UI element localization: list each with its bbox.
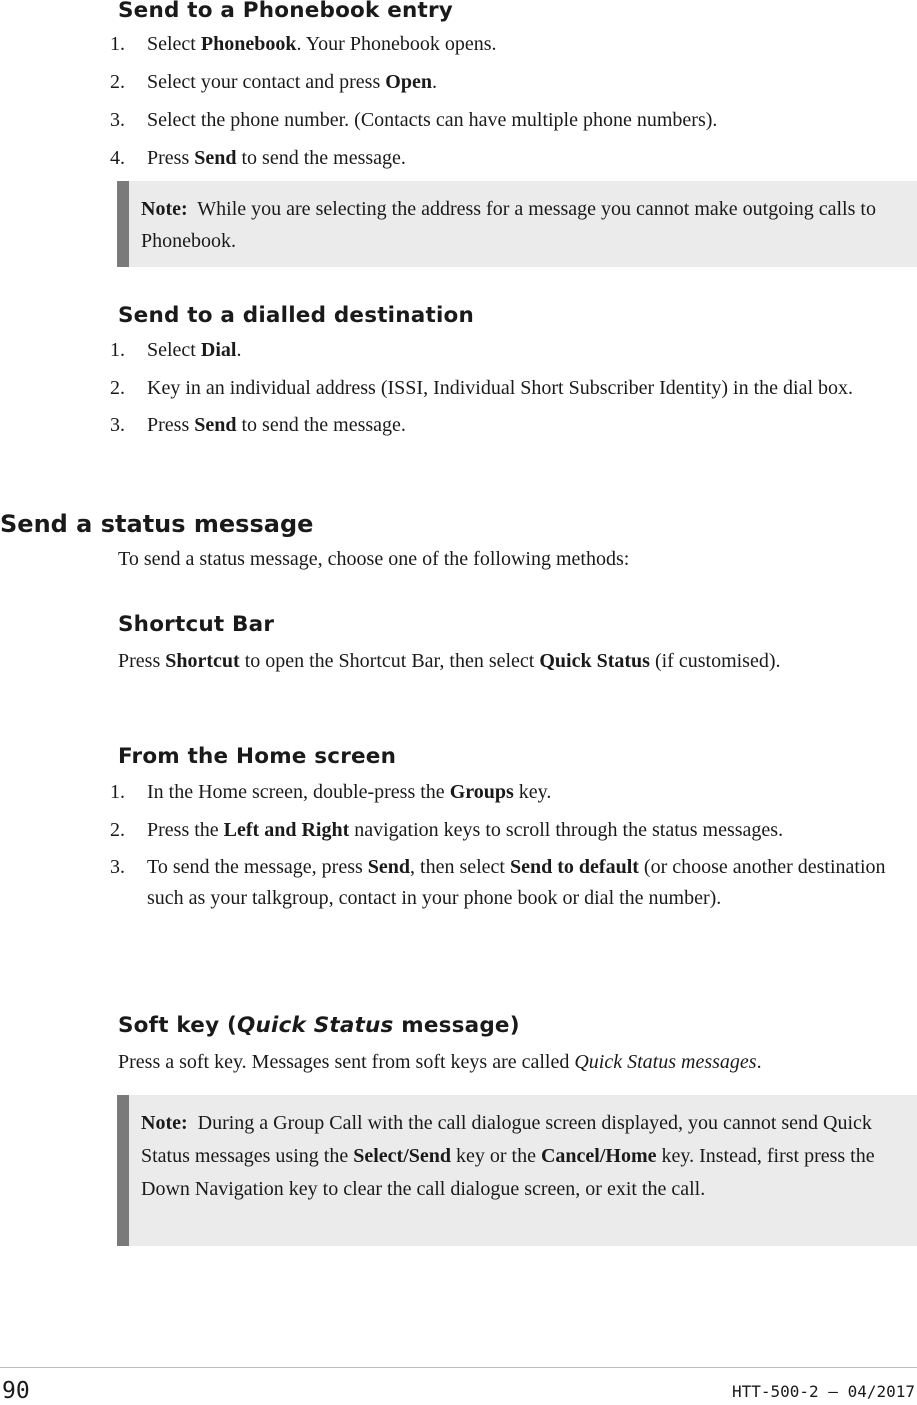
list-item: 3. Press Send to send the message. [110,414,406,436]
shortcut-text: Press Shortcut to open the Shortcut Bar, then select Quick Status (if customised). [118,650,781,672]
note-text: While you are selecting the address for a message you cannot make outgoing calls to Phonebook. [141,198,876,252]
page-number: 90 [2,1378,30,1404]
list-item: 2. Press the Left and Right navigation keys to scroll through the status messages. [110,819,784,841]
section-heading-home: From the Home screen [118,744,397,769]
list-item: 2. Key in an individual address (ISSI, Individual Short Subscriber Identity) in the dial box. [110,377,853,399]
list-item: 3. To send the message, press Send, then select Send to default (or choose another destination such as your talkgroup, contact in your phone book or dial the number). [110,856,886,909]
dialled-steps [110,335,913,448]
document-id: HTT-500-2 – 04/2017 [731,1382,915,1401]
section-heading-phonebook: Send to a Phonebook entry [118,0,453,23]
home-steps [110,777,913,920]
status-intro: To send a status message, choose one of the following methods: [118,548,630,570]
note-label: Note: [141,198,188,220]
softkey-text: Press a soft key. Messages sent from soft keys are called Quick Status messages. [118,1051,762,1073]
footer-divider [0,1367,917,1368]
phonebook-steps [110,29,913,181]
list-item: 1. Select Phonebook. Your Phonebook opens. [110,33,497,55]
section-heading-status: Send a status message [0,510,314,538]
note-box-phonebook [117,181,917,267]
section-heading-dialled: Send to a dialled destination [118,303,474,328]
section-heading-shortcut: Shortcut Bar [118,612,275,637]
section-heading-softkey: Soft key (Quick Status message) [118,1013,520,1038]
list-item: 1. In the Home screen, double-press the Groups key. [110,781,552,803]
list-item: 2. Select your contact and press Open. [110,71,437,93]
note-label: Note: [141,1112,188,1134]
list-item: 3. Select the phone number. (Contacts can have multiple phone numbers). [110,109,718,131]
list-item: 4. Press Send to send the message. [110,147,406,169]
list-item: 1. Select Dial. [110,339,242,361]
note-box-softkey: Note: During a Group Call with the call dialogue screen displayed, you cannot send Quick Status messages using the Select/Send key or the Cancel/Home key. Instead, first press the Down Navigation key to clear the call dialogue screen, or exit the call. [117,1095,917,1246]
